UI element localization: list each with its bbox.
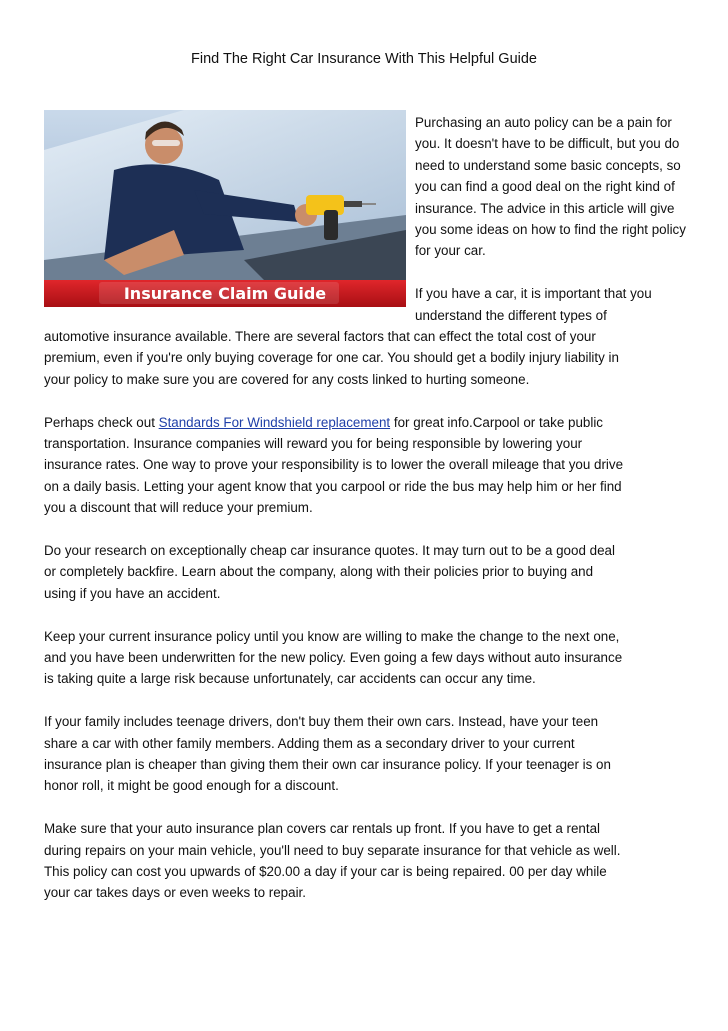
- windshield-standards-link[interactable]: Standards For Windshield replacement: [158, 414, 391, 430]
- text-line: Keep your current insurance policy until you know are willing to make the change to the next one,: [44, 628, 620, 644]
- text-line: your policy to make sure you are covered for any costs linked to hurting someone.: [44, 371, 530, 387]
- text-span: Perhaps check out: [44, 414, 159, 430]
- text-line: is taking quite a large risk because unfortunately, car accidents can occur any time.: [44, 671, 536, 687]
- text-line: premium, even if you're only buying coverage for one car. You should get a bodily injury liability in: [44, 350, 619, 366]
- text-line: and you have been underwritten for the new policy. Even going a few days without auto insurance: [44, 650, 623, 666]
- paragraph-5: [44, 711, 694, 797]
- banner-text: Insurance Claim Guide: [123, 284, 327, 303]
- text-line: honor roll, it might be good enough for a discount.: [44, 778, 339, 794]
- intro-paragraph: Purchasing an auto policy can be a pain for you. It doesn't have to be difficult, but you do need to understand some basic concepts, so you can find a good deal on the right kind of insurance. The advice in this article will give you some ideas on how to find the right policy for your car.: [415, 115, 686, 259]
- text-line: or completely backfire. Learn about the company, along with their policies prior to buying and: [44, 564, 594, 580]
- text-line: If your family includes teenage drivers, don't buy them their own cars. Instead, have your teen: [44, 714, 599, 730]
- side-paragraph: If you have a car, it is important that you understand the different types of: [415, 286, 652, 323]
- paragraph-6: [44, 818, 694, 904]
- text-line: share a car with other family members. Adding them as a secondary driver to your current: [44, 735, 575, 751]
- paragraph-4: [44, 626, 694, 690]
- mechanic-windshield-illustration: [44, 110, 406, 307]
- text-line: using if you have an accident.: [44, 585, 221, 601]
- text-line: during repairs on your main vehicle, you'll need to buy separate insurance for that vehicle as well.: [44, 842, 621, 858]
- text-line: Make sure that your auto insurance plan covers car rentals up front. If you have to get a rental: [44, 821, 601, 837]
- side-column: [415, 112, 695, 326]
- text-span: for great info.Carpool or take public: [390, 414, 604, 430]
- text-line: your car takes days or even weeks to repair.: [44, 885, 306, 901]
- text-line: [44, 412, 694, 433]
- text-line: you a discount that will reduce your premium.: [44, 500, 313, 516]
- document-title: Find The Right Car Insurance With This Helpful Guide: [190, 51, 537, 67]
- paragraph-1: [44, 326, 694, 390]
- text-line: automotive insurance available. There are several factors that can effect the total cost of your: [44, 329, 596, 344]
- hero-image: [44, 110, 406, 307]
- text-line: Do your research on exceptionally cheap car insurance quotes. It may turn out to be a good deal: [44, 543, 615, 559]
- text-line: on a daily basis. Letting your agent know that you carpool or ride the bus may help him or her find: [44, 478, 622, 494]
- text-line: This policy can cost you upwards of $20.00 a day if your car is being repaired. 00 per day while: [44, 864, 607, 880]
- paragraph-3: [44, 540, 694, 604]
- paragraph-2: [44, 412, 694, 519]
- article-body: [44, 326, 694, 925]
- text-line: insurance rates. One way to prove your responsibility is to lower the overall mileage that you drive: [44, 457, 624, 473]
- text-line: insurance plan is cheaper than giving them their own car insurance policy. If your teenager is on: [44, 757, 611, 773]
- text-line: transportation. Insurance companies will reward you for being responsible by lowering your: [44, 436, 583, 452]
